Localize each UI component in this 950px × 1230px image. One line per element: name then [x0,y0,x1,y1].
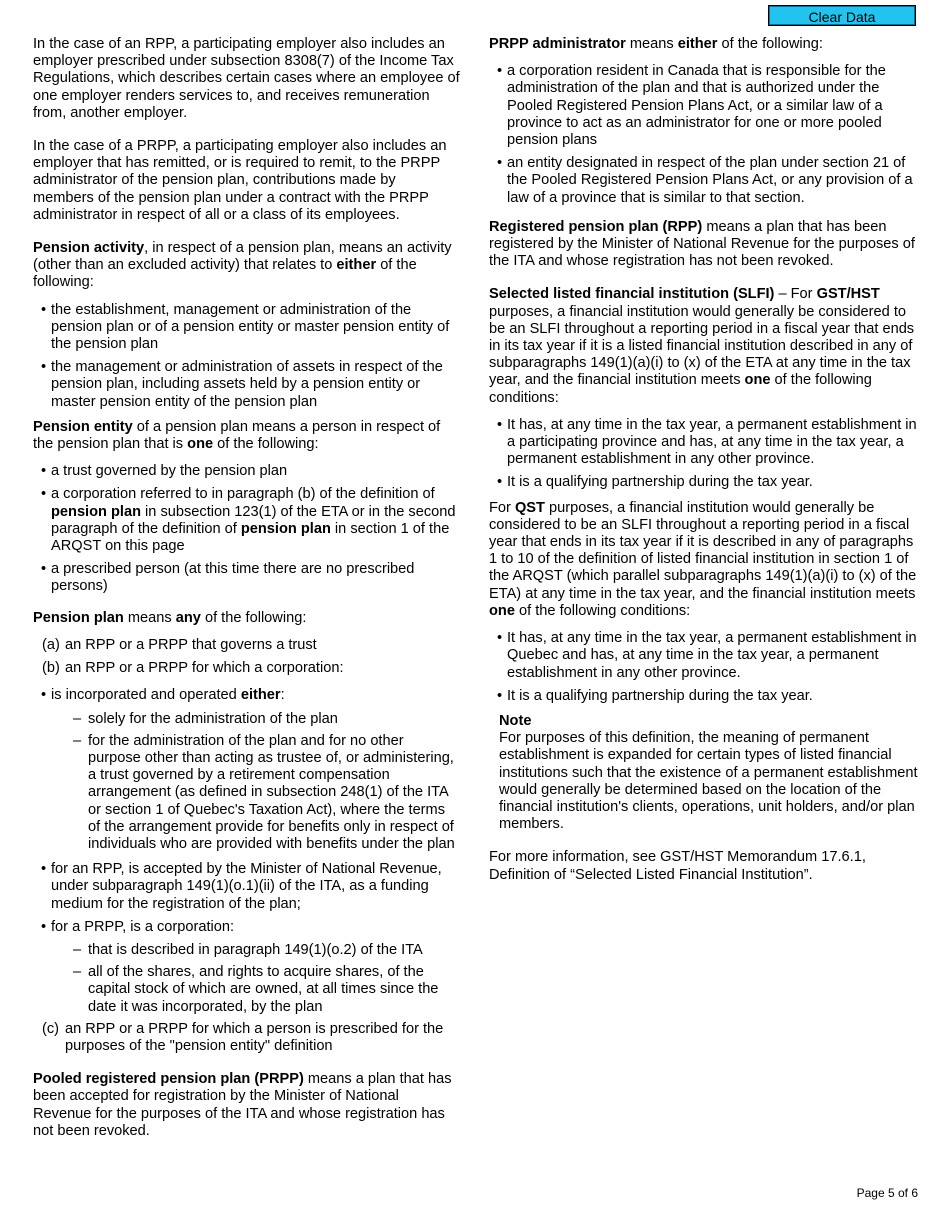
page-number: Page 5 of 6 [856,1186,918,1200]
definition-text: of the following: [33,257,417,291]
text: of the following conditions: [514,602,691,619]
list-item: • the establishment, management or administration of the pension plan or of a pension entity or master pension entity of the pension plan [33,302,460,354]
pension-activity-definition [33,240,460,292]
slfi-gst-conditions [489,417,919,492]
list-item: • the management or administration of assets in respect of the pension plan, including assets held by a pension entity or master pension entity of the pension plan [33,359,460,411]
rpp-definition [489,219,919,271]
dash-item: – solely for the administration of the plan [56,711,460,728]
item-text: an RPP or a PRPP for which a person is prescribed for the purposes of the "pension entity" definition [65,1020,444,1054]
left-column [33,36,460,1156]
list-item: • It is a qualifying partnership during the tax year. [489,688,919,705]
definition-text: of the following conditions: [489,372,872,406]
emphasis: pension plan [240,520,331,537]
item-label: (b) [42,660,60,677]
prpp-administrator-term: PRPP administrator [489,36,626,52]
list-item: • a prescribed person (at this time there are no prescribed persons) [33,561,460,595]
list-item: • an entity designated in respect of the plan under section 21 of the Pooled Registered Pension Plans Act, or any provision of a law of a province that is similar to that section. [489,155,919,207]
dash-item: – all of the shares, and rights to acquire shares, of the capital stock of which are owned, at all times since the date it was incorporated, by the plan [56,964,460,1016]
emphasis: either [240,687,281,704]
more-info-paragraph: For more information, see GST/HST Memorandum 17.6.1, Definition of “Selected Listed Financial Institution”. [489,849,866,883]
rpp-employer-paragraph: In the case of an RPP, a participating employer also includes an employer prescribed under subsection 8308(7) of the Income Tax Regulations, which describes certain cases where an employee of one employer renders services to, and receives remuneration from, another employer. [33,36,460,121]
pension-activity-list [33,302,460,411]
pension-plan-b-list-2 [33,861,460,936]
text: a corporation referred to in paragraph (b) of the definition of [51,486,435,503]
list-item: • It has, at any time in the tax year, a permanent establishment in a participating province and has, at any time in the tax year, a permanent establishment in any other province. [489,417,919,469]
pension-plan-b3-dash-list [33,942,460,1016]
prpp-definition [33,1071,460,1140]
list-item: • It has, at any time in the tax year, a permanent establishment in Quebec and has, at any time in the tax year, a permanent establishment in any other province. [489,630,919,682]
emphasis: one [489,602,515,619]
slfi-qst-conditions [489,630,919,705]
slfi-term: Selected listed financial institution (SLFI) [489,286,775,303]
text: in section 1 of the ARQST on this page [51,520,450,555]
text: in subsection 123(1) of the ETA or in the second paragraph of the definition of [51,503,456,537]
definition-text: means [625,36,678,52]
emphasis: one [744,372,771,389]
list-item: • It is a qualifying partnership during the tax year. [489,474,919,491]
prpp-employer-paragraph: In the case of a PRPP, a participating employer also includes an employer that has remitted, or is required to remit, to the PRPP administrator of the pension plan, contributions made by members of the pension plan under a contract with the PRPP administrator in respect of all or a class of its employees. [33,138,447,223]
item-text: an RPP or a PRPP for which a corporation: [65,660,344,677]
list-item [33,687,460,704]
rpp-term: Registered pension plan (RPP) [489,218,703,235]
clear-data-button[interactable]: Clear Data [768,5,916,26]
pension-entity-term: Pension entity [33,418,133,435]
list-item: • a trust governed by the pension plan [33,463,460,480]
item-label: (c) [42,1020,60,1037]
slfi-definition [489,286,919,406]
definition-text: purposes, a financial institution would generally be considered to be an SLFI throughout a reporting period in a fiscal year that ends in its tax year if it is a listed financial institution described in any of subparagraphs 149(1)(a)(i) to (x) of the ETA at any time in the tax year, and the financial institution meets [489,303,915,389]
pension-plan-definition [33,610,460,627]
emphasis: QST [514,499,545,516]
definition-text: of a pension plan means a person in respect of the pension plan that is [33,418,441,453]
dash-item: – for the administration of the plan and for no other purpose other than acting as trustee of, or administering, a trust governed by a retirement compensation arrangement (as defined in subsection 248(1) of the ITA or section 1 of Quebec's Taxation Act), where the terms of the arrangement provide for benefits only in respect of individuals who are provided with benefits under the plan [56,733,460,853]
list-item [33,486,460,555]
pension-entity-list [33,463,460,595]
prpp-administrator-list [489,63,919,207]
pension-entity-definition [33,419,460,453]
pension-plan-item-b [33,660,460,677]
item-text: an RPP or a PRPP that governs a trust [65,636,317,653]
pension-plan-term: Pension plan [33,609,124,626]
text: is incorporated and operated [51,687,241,704]
item-label: (a) [42,636,60,653]
emphasis: one [187,436,214,453]
emphasis: pension plan [51,503,141,520]
pension-activity-term: Pension activity [33,240,145,257]
text: : [280,687,285,704]
emphasis: either [336,257,377,274]
emphasis: either [677,36,718,52]
prpp-term: Pooled registered pension plan (PRPP) [33,1071,304,1088]
definition-text: , in respect of a pension plan, means an activity (other than an excluded activity) that relates to [33,240,452,274]
definition-text: means a plan that has been accepted for registration by the Minister of National Revenue for the purposes of the ITA and whose registration has not been revoked. [33,1071,452,1139]
note-text: For purposes of this definition, the meaning of permanent establishment is expanded for certain types of listed financial institutions such that the existence of a permanent establishment would generally be determined based on the location of the financial institution's clients, operations, unit holders, and/or plan members. [499,730,918,833]
definition-text: of the following: [200,609,307,626]
list-item: • for a PRPP, is a corporation: [33,919,460,936]
note-title: Note [499,712,532,729]
list-item: • a corporation resident in Canada that is responsible for the administration of the plan and that is authorized under the Pooled Registered Pension Plans Act, or a similar law of a province to act as an administrator for one or more pooled pension plans [489,63,919,149]
list-item: • for an RPP, is accepted by the Minister of National Revenue, under subparagraph 149(1)(o.1)(ii) of the ITA, as a funding medium for the registration of the plan; [33,861,460,913]
definition-text: means [123,609,176,626]
definition-text: of the following: [717,36,823,52]
prpp-administrator-definition [489,36,919,53]
right-column [489,36,919,900]
text: – For [774,286,817,303]
slfi-qst-paragraph [489,500,919,620]
definition-text: means a plan that has been registered by the Minister of National Revenue for the purposes of the ITA and whose registration has not been revoked. [489,218,915,270]
text: For [489,499,515,516]
pension-plan-item-c [33,1021,460,1055]
pension-plan-b-list [33,687,460,704]
emphasis: any [175,609,201,626]
pension-plan-item-a [33,637,460,654]
text: purposes, a financial institution would generally be considered to be an SLFI throughout a reporting period in a fiscal year that ends in its tax year if it is described in any of paragraphs 1 to 10 of the definition of listed financial institution in section 1 of the ARQST (which parallel subparagraphs 149(1)(a)(i) to (x) of the ETA) at any time in the tax year, and the financial institution meets [489,499,917,602]
dash-item: – that is described in paragraph 149(1)(o.2) of the ITA [56,942,460,959]
emphasis: GST/HST [816,286,880,303]
pension-plan-b1-dash-list [33,711,460,854]
definition-text: of the following: [213,436,319,453]
note-block [489,713,919,833]
